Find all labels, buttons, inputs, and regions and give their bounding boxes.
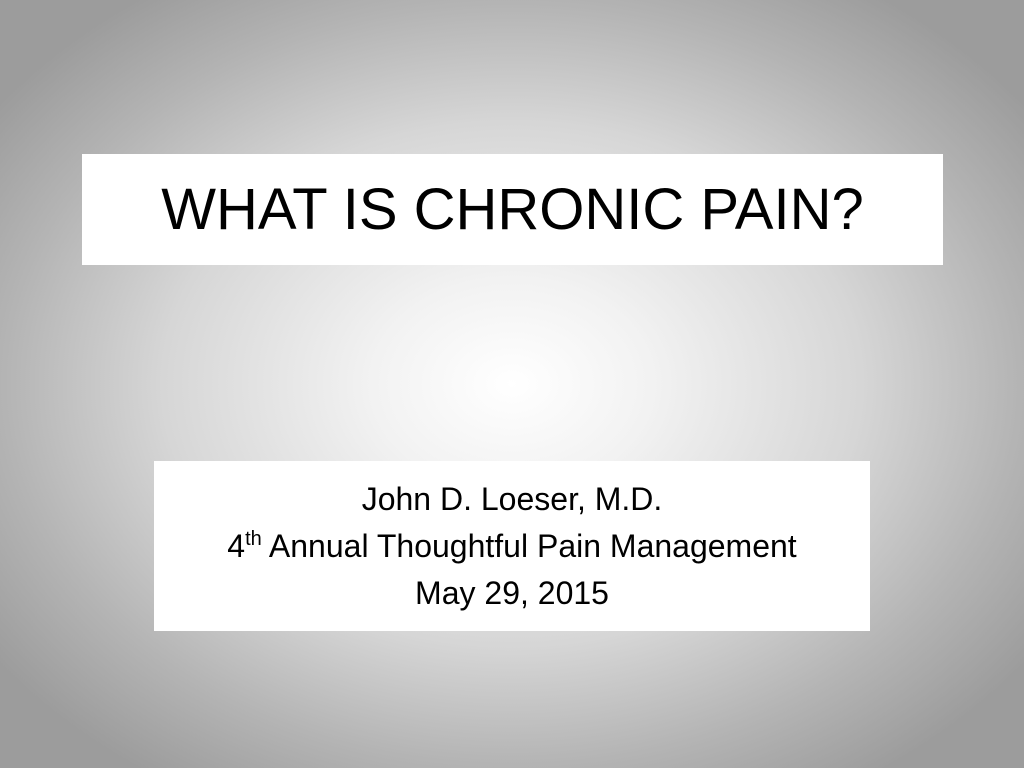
title-box <box>82 154 943 265</box>
date-line: May 29, 2015 <box>415 574 609 611</box>
author-line: John D. Loeser, M.D. <box>361 480 663 517</box>
event-ordinal-suffix: th <box>245 527 262 550</box>
subtitle-box <box>154 461 870 631</box>
event-name: Annual Thoughtful Pain Management <box>268 527 797 564</box>
event-line <box>227 523 796 570</box>
event-ordinal-number: 4 <box>227 527 246 564</box>
slide-title: WHAT IS CHRONIC PAIN? <box>161 177 864 242</box>
